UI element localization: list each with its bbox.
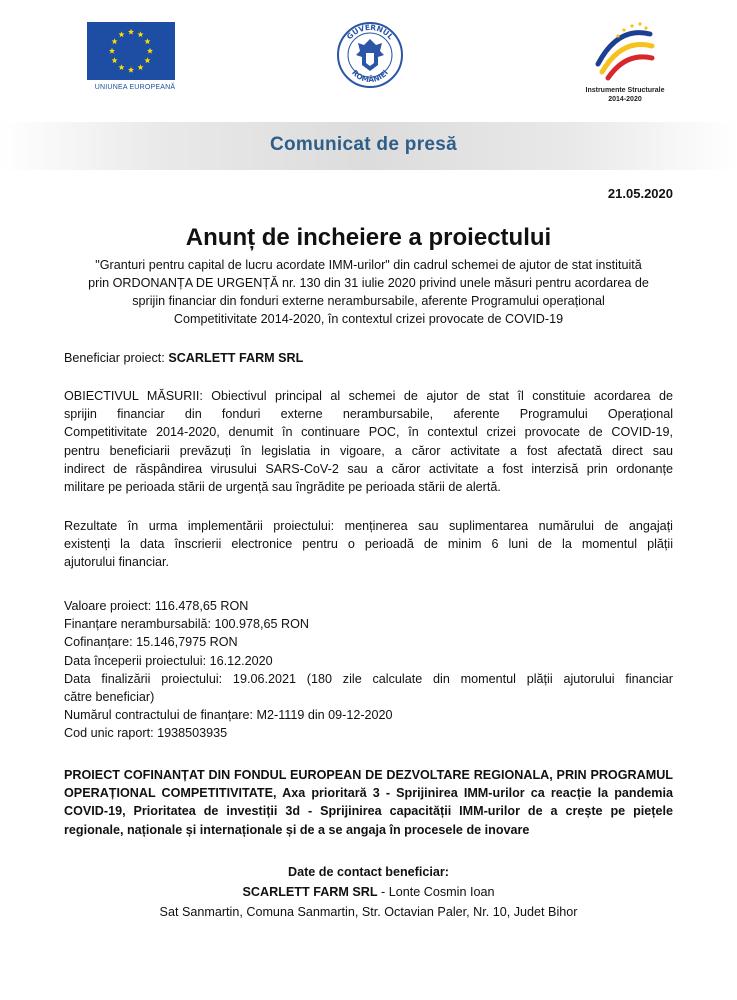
is-label-line2: 2014-2020 (608, 96, 642, 103)
subtitle-line: Competitivitate 2014-2020, în contextul crizei provocate de COVID-19 (173, 312, 564, 326)
objective-line: indirect de răspândirea virusului SARS-CoV-2 sau a căror activitate a fost interzisă prin ordonanțe (64, 461, 673, 476)
government-seal-logo (336, 21, 404, 89)
svg-text:ROMÂNIEI: ROMÂNIEI (350, 68, 390, 85)
objective-line: Competitivitate 2014-2020, denumit în continuare POC, în contextul crizei provocate de COVID-19, (64, 425, 673, 440)
eu-star-icon (144, 57, 150, 63)
funding-line: PROIECT COFINANȚAT DIN FONDUL EUROPEAN DE DEZVOLTARE REGIONALA, PRIN PROGRAMUL (64, 768, 673, 782)
contract-number: Numărul contractului de finanțare: M2-1119 din 09-12-2020 (64, 708, 393, 723)
eu-star-icon (128, 67, 134, 73)
end-date-continued: către beneficiar) (64, 690, 155, 705)
subtitle-line: sprijin financiar din fonduri externe nerambursabile, aferente Programului operațional (132, 294, 605, 308)
eu-star-icon (112, 57, 118, 63)
contact-company: SCARLETT FARM SRL (242, 885, 378, 899)
document-date: 21.05.2020 (607, 186, 673, 201)
start-date: Data începerii proiectului: 16.12.2020 (64, 653, 273, 668)
non-refundable-financing: Finanțare nerambursabilă: 100.978,65 RON (64, 617, 310, 632)
is-label-line1: Instrumente Structurale (585, 87, 665, 94)
page-title: Anunț de incheiere a proiectului (185, 224, 552, 251)
beneficiary-name: SCARLETT FARM SRL (168, 351, 304, 365)
eu-star-icon (144, 38, 150, 44)
objective-line: sprijin financiar din fonduri externe nerambursabile, aferente Programului Operațional (64, 407, 673, 422)
objective-line: pentru beneficiarii prevăzuți în legislatia in vigoare, a căror activitate a fost afectată direct sau (64, 443, 673, 458)
press-release-banner (0, 122, 737, 170)
eu-star-icon (137, 31, 143, 37)
eu-label: UNIUNEA EUROPEANĂ (94, 84, 176, 91)
end-date: Data finalizării proiectului: 19.06.2021 (180 zile calculate din momentul plății ajutorului financiar (64, 671, 673, 686)
eu-star-icon (137, 64, 143, 70)
cofinancing: Cofinanțare: 15.146,7975 RON (64, 635, 238, 650)
results-line: existenți la data înscrierii electronice pentru o perioadă de minim 6 luni de la momentul plății (64, 537, 673, 552)
contact-address: Sat Sanmartin, Comuna Sanmartin, Str. Octavian Paler, Nr. 10, Judet Bihor (159, 905, 578, 919)
svg-text:GUVERNUL: GUVERNUL (344, 22, 396, 42)
objective-line: militare pe perioada stării de urgență sau îngrădite pe perioada stării de alertă. (64, 480, 501, 495)
eu-star-icon (118, 31, 124, 37)
header-logos (0, 0, 737, 120)
beneficiary-line (64, 349, 673, 367)
results-paragraph (64, 517, 673, 572)
eu-star-icon (147, 48, 153, 54)
eu-star-icon (118, 64, 124, 70)
results-line: ajutorului financiar. (64, 555, 170, 570)
funding-statement (64, 766, 673, 839)
project-value: Valoare proiect: 116.478,65 RON (64, 599, 249, 613)
eu-star-icon (112, 38, 118, 44)
funding-line: OPERAȚIONAL COMPETITIVITATE, Axa prioritară 3 - Sprijinirea IMM-urilor ca reacție la pandemia (64, 786, 673, 801)
eu-star-icon (109, 48, 115, 54)
contact-block (64, 862, 673, 922)
eu-stars-icon (87, 22, 175, 80)
eu-flag-logo (87, 22, 175, 80)
contact-heading: Date de contact beneficiar: (288, 865, 449, 879)
contact-company-line (64, 882, 673, 902)
subtitle-line: prin ORDONANȚA DE URGENȚĂ nr. 130 din 31 iulie 2020 privind unele măsuri pentru acordarea de (88, 276, 649, 290)
objective-line: OBIECTIVUL MĂSURII: Obiectivul principal al schemei de ajutor de stat îl constituie acordarea de (64, 389, 673, 403)
subtitle-line: "Granturi pentru capital de lucru acordate IMM-urilor" din cadrul schemei de ajutor de stat instituită (95, 258, 642, 272)
project-values (64, 597, 673, 743)
subtitle (60, 256, 677, 328)
beneficiary-label: Beneficiar proiect: (64, 351, 169, 365)
funding-line: regionale, naționale și internaționale și de a se angaja în procesele de inovare (64, 822, 530, 837)
is-label (560, 86, 690, 104)
instrumente-structurale-logo (588, 16, 658, 86)
contact-person: - Lonte Cosmin Ioan (377, 885, 495, 899)
funding-line: COVID-19, Prioritatea de investiții 3d - Sprijinirea capacității IMM-urilor de a crește pe piețele (64, 804, 673, 819)
banner-title: Comunicat de presă (269, 134, 457, 155)
report-code: Cod unic raport: 1938503935 (64, 726, 228, 741)
results-line: Rezultate în urma implementării proiectului: menținerea sau suplimentarea numărului de angajați (64, 519, 673, 533)
eu-star-icon (128, 29, 134, 35)
objective-paragraph (64, 387, 673, 496)
